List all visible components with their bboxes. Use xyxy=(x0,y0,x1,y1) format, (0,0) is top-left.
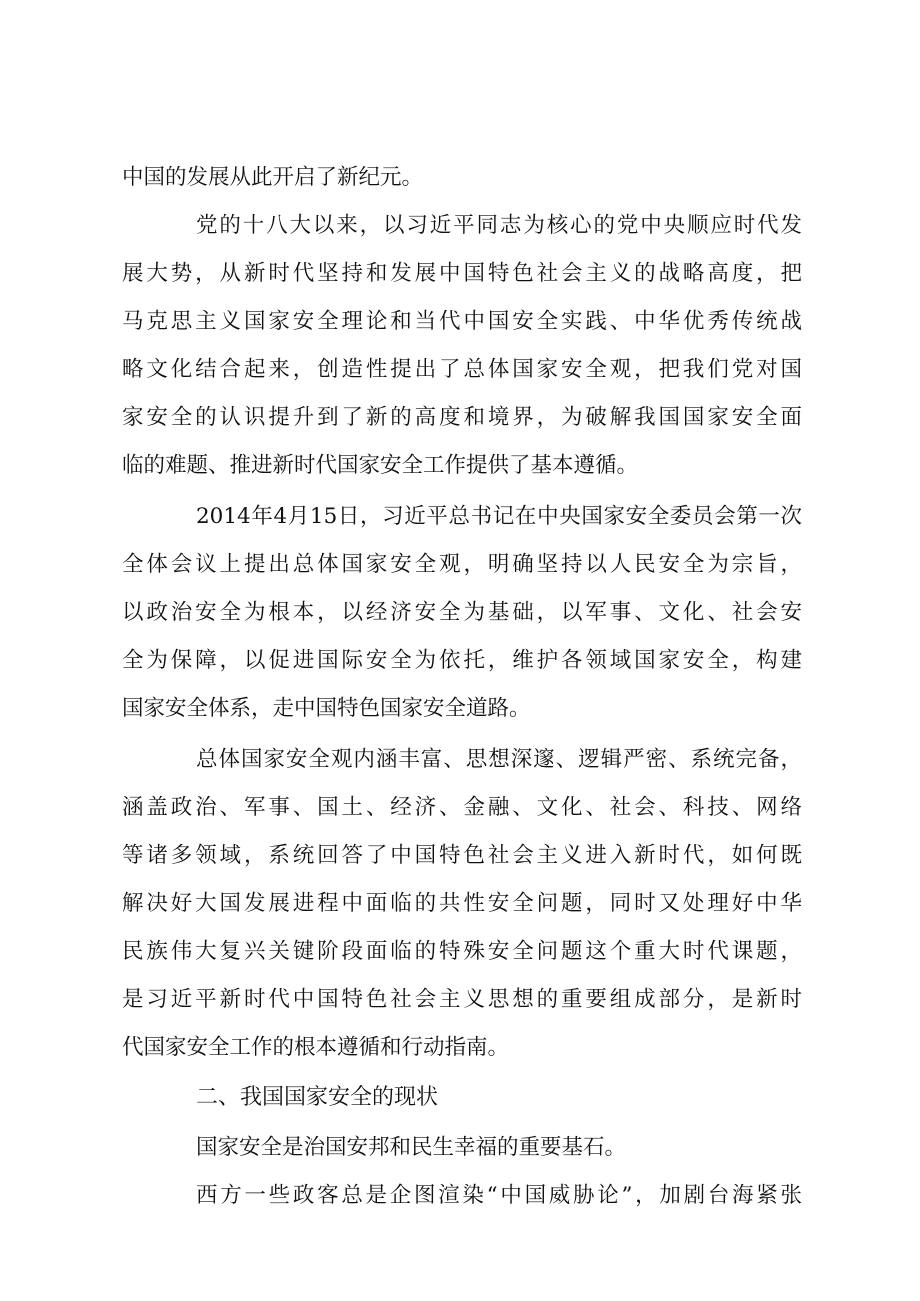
paragraph-line: 2014年4月15日，习近平总书记在中央国家安全委员会第一次 xyxy=(196,504,802,529)
paragraph-line: 国家安全是治国安邦和民生幸福的重要基石。 xyxy=(196,1135,627,1160)
paragraph-line: 解决好大国发展进程中面临的共性安全问题，同时又处理好中华 xyxy=(122,891,802,916)
section-heading: 二、我国国家安全的现状 xyxy=(196,1085,439,1110)
paragraph-line: 中国的发展从此开启了新纪元。 xyxy=(122,165,424,190)
paragraph-line: 略文化结合起来，创造性提出了总体国家安全观，把我们党对国 xyxy=(122,357,802,382)
paragraph-line: 西方一些政客总是企图渲染“中国威胁论”，加剧台海紧张 xyxy=(196,1183,802,1208)
paragraph-line: 党的十八大以来，以习近平同志为核心的党中央顺应时代发 xyxy=(196,213,802,238)
paragraph-line: 涵盖政治、军事、国土、经济、金融、文化、社会、科技、网络 xyxy=(122,795,802,820)
paragraph-line: 家安全的认识提升到了新的高度和境界，为破解我国国家安全面 xyxy=(122,405,802,430)
paragraph-line: 国家安全体系，走中国特色国家安全道路。 xyxy=(122,696,531,721)
paragraph-line: 马克思主义国家安全理论和当代中国安全实践、中华优秀传统战 xyxy=(122,309,802,334)
paragraph-line: 全为保障，以促进国际安全为依托，维护各领域国家安全，构建 xyxy=(122,648,802,673)
paragraph-line: 民族伟大复兴关键阶段面临的特殊安全问题这个重大时代课题， xyxy=(122,939,802,964)
paragraph-line: 全体会议上提出总体国家安全观，明确坚持以人民安全为宗旨， xyxy=(122,552,802,577)
paragraph-line: 展大势，从新时代坚持和发展中国特色社会主义的战略高度，把 xyxy=(122,261,802,286)
paragraph-line: 以政治安全为根本，以经济安全为基础，以军事、文化、社会安 xyxy=(122,600,802,625)
paragraph-line: 等诸多领域，系统回答了中国特色社会主义进入新时代，如何既 xyxy=(122,843,802,868)
paragraph-line: 总体国家安全观内涵丰富、思想深邃、逻辑严密、系统完备， xyxy=(196,747,802,772)
paragraph-line: 代国家安全工作的根本遵循和行动指南。 xyxy=(122,1035,510,1060)
paragraph-line: 是习近平新时代中国特色社会主义思想的重要组成部分，是新时 xyxy=(122,987,802,1012)
paragraph-line: 临的难题、推进新时代国家安全工作提供了基本遵循。 xyxy=(122,453,639,478)
